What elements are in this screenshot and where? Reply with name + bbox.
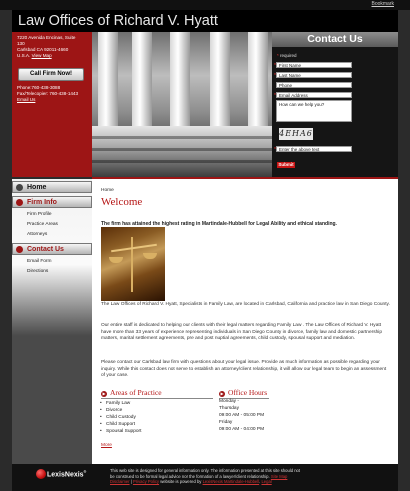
hours-line: 09:00 AM - 05:00 PM	[219, 413, 265, 418]
hours-line: Monday -	[219, 399, 239, 404]
nav-email-form[interactable]: Email Form	[27, 259, 52, 264]
view-map-link[interactable]: View Map	[31, 53, 52, 58]
hero-column	[210, 32, 230, 128]
areas-of-practice-heading: Areas of Practice	[110, 388, 162, 397]
section-divider	[101, 398, 213, 399]
practice-area-item: • Child Support	[106, 422, 135, 427]
nav-bullet-icon	[16, 199, 23, 206]
legal-link[interactable]: Legal	[261, 479, 272, 485]
privacy-policy-link[interactable]: Privacy Policy	[132, 479, 160, 485]
site-title: Law Offices of Richard V. Hyatt	[18, 13, 218, 29]
firm-info-panel	[12, 32, 92, 177]
footer	[12, 464, 398, 491]
practice-area-item: • Divorce	[106, 408, 122, 413]
nav-bullet-icon	[16, 184, 23, 191]
site-map-link[interactable]: Site Map	[270, 473, 288, 479]
disclaimer-line-3	[110, 479, 395, 485]
nav-home[interactable]	[12, 181, 92, 193]
fax-number: Fax/Telecopier: 760-438-1443	[17, 91, 79, 96]
nav-firm-info[interactable]	[12, 196, 92, 208]
main-content	[92, 177, 398, 464]
nav-firm-info-label: Firm Info	[27, 199, 57, 206]
more-link[interactable]: More	[101, 443, 112, 448]
message-placeholder: How can we help you?	[279, 102, 325, 107]
disclaimer-text: be construed to be formal legal advice nor the formation of a lawyer/client relationship.	[110, 473, 270, 479]
hero-column	[98, 32, 118, 128]
powered-by-text: website is powered by	[159, 479, 203, 485]
phone-field[interactable]	[276, 82, 352, 88]
hero-step-line	[92, 136, 272, 139]
practice-area-item: • Child Custody	[106, 415, 136, 420]
breadcrumb[interactable]: Home	[101, 188, 114, 193]
separator: |	[129, 479, 133, 485]
hours-line: Friday	[219, 420, 233, 425]
nav-practice-areas[interactable]: Practice Areas	[27, 222, 58, 227]
call-firm-button[interactable]: Call Firm Now!	[18, 68, 84, 81]
page-title: Welcome	[101, 196, 143, 208]
nav-firm-profile[interactable]: Firm Profile	[27, 212, 52, 217]
address-country: U.S.A.	[17, 53, 31, 58]
address-country-row	[17, 53, 89, 59]
phone-placeholder: Phone	[279, 83, 293, 88]
disclaimer-link[interactable]: Disclaimer	[110, 479, 130, 485]
scale-beam	[111, 244, 157, 252]
scales-of-justice-photo	[101, 227, 165, 301]
hero-column	[248, 32, 268, 128]
first-name-placeholder: First Name	[279, 63, 302, 68]
site-header	[12, 10, 398, 32]
address-block	[17, 35, 89, 59]
bookmark-link[interactable]: Bookmark	[371, 1, 394, 7]
disclaimer-line: This web site is designed for general information only. The information presented at this site should not	[110, 468, 301, 473]
arrow-icon: ▶	[220, 391, 224, 396]
phone-number: Phone:760-438-3088	[17, 85, 61, 90]
nav-directions[interactable]: Directions	[27, 269, 49, 274]
contact-paragraph: Please contact our Carlsbad law firm with questions about your legal issue. Provide as much information as possible regarding your inquiry. While this contact does not serve to establish an attorney/client relationship, it will allow our legal team to begin an assessment of your case.	[101, 360, 387, 379]
left-nav	[12, 179, 92, 464]
nav-contact-us-label: Contact Us	[27, 246, 64, 253]
required-star: *	[274, 93, 276, 99]
contact-form	[272, 32, 398, 177]
captcha-input[interactable]	[276, 146, 352, 152]
lexisnexis-logo-text: LexisNexis®	[47, 470, 87, 479]
scale-pan	[143, 253, 157, 259]
period: .	[259, 479, 261, 485]
scale-pole	[131, 237, 133, 292]
columns-hero-image	[92, 32, 272, 177]
last-name-placeholder: Last Name	[279, 73, 301, 78]
phone-block	[17, 85, 93, 103]
message-textarea[interactable]	[276, 100, 352, 122]
first-name-field[interactable]	[276, 62, 352, 68]
last-name-field[interactable]	[276, 72, 352, 78]
office-hours-heading: Office Hours	[228, 388, 268, 397]
hero-step-line	[92, 148, 272, 151]
email-us-link[interactable]: Email Us	[17, 97, 36, 102]
nav-attorneys[interactable]: Attorneys	[27, 232, 48, 237]
captcha-placeholder: Enter the above text	[279, 147, 320, 152]
address-line: Carlsbad CA 92011-4660	[17, 47, 69, 52]
scale-pan	[109, 257, 123, 263]
captcha-image: 4EHA6	[279, 129, 313, 138]
address-line: 7220 Avenida Encinas, Suite	[17, 35, 76, 40]
nav-bullet-icon	[16, 246, 23, 253]
hours-line: 09:00 AM - 04:00 PM	[219, 427, 265, 432]
lexisnexis-logo-icon	[36, 469, 46, 479]
required-note: * required	[277, 53, 297, 58]
contact-form-title: Contact Us	[272, 32, 398, 47]
footer-disclaimer	[110, 468, 395, 485]
nav-contact-us[interactable]	[12, 243, 92, 255]
address-line: 130	[17, 41, 25, 46]
required-star: *	[274, 73, 276, 79]
practice-area-item: • Spousal Support	[106, 429, 141, 434]
martindale-link[interactable]: LexisNexis Martindale-Hubbell	[202, 479, 260, 485]
hero-steps	[92, 126, 272, 177]
rating-statement: The firm has attained the highest rating in Martindale-Hubbell for Legal Ability and ethical standing.	[101, 221, 337, 227]
arrow-icon: ▶	[102, 391, 106, 396]
email-placeholder: Email Address	[279, 93, 308, 98]
required-label: required	[280, 53, 297, 58]
nav-home-label: Home	[27, 184, 47, 191]
required-star: *	[274, 147, 276, 153]
hours-line: Thursday	[219, 406, 239, 411]
top-bar	[0, 0, 410, 10]
hero-column	[132, 32, 152, 128]
email-field[interactable]	[276, 92, 352, 98]
submit-button[interactable]: Submit	[278, 162, 294, 167]
practice-area-item: • Family Law	[106, 401, 130, 406]
staff-paragraph: Our entire staff is dedicated to helping our clients with their legal matters regarding Family Law . The Law Offices of Richard V. Hyatt have more than 33 years of experience representing individuals in San Diego County in divorce, family law and domestic partnership matters, marital settlement agreements, pre and post nuptial agreements, child custody, spousal support and mediation.	[101, 323, 383, 342]
hero-column	[170, 32, 190, 128]
lexisnexis-wordmark: LexisNexis	[47, 471, 84, 479]
required-star: *	[274, 63, 276, 69]
intro-paragraph: The Law Offices of Richard V. Hyatt, Specialists in Family Law, are located in Carlsbad, California and practice law in San Diego County.	[101, 302, 390, 307]
hero-step-line	[92, 160, 272, 163]
content-top-rule	[92, 177, 398, 179]
